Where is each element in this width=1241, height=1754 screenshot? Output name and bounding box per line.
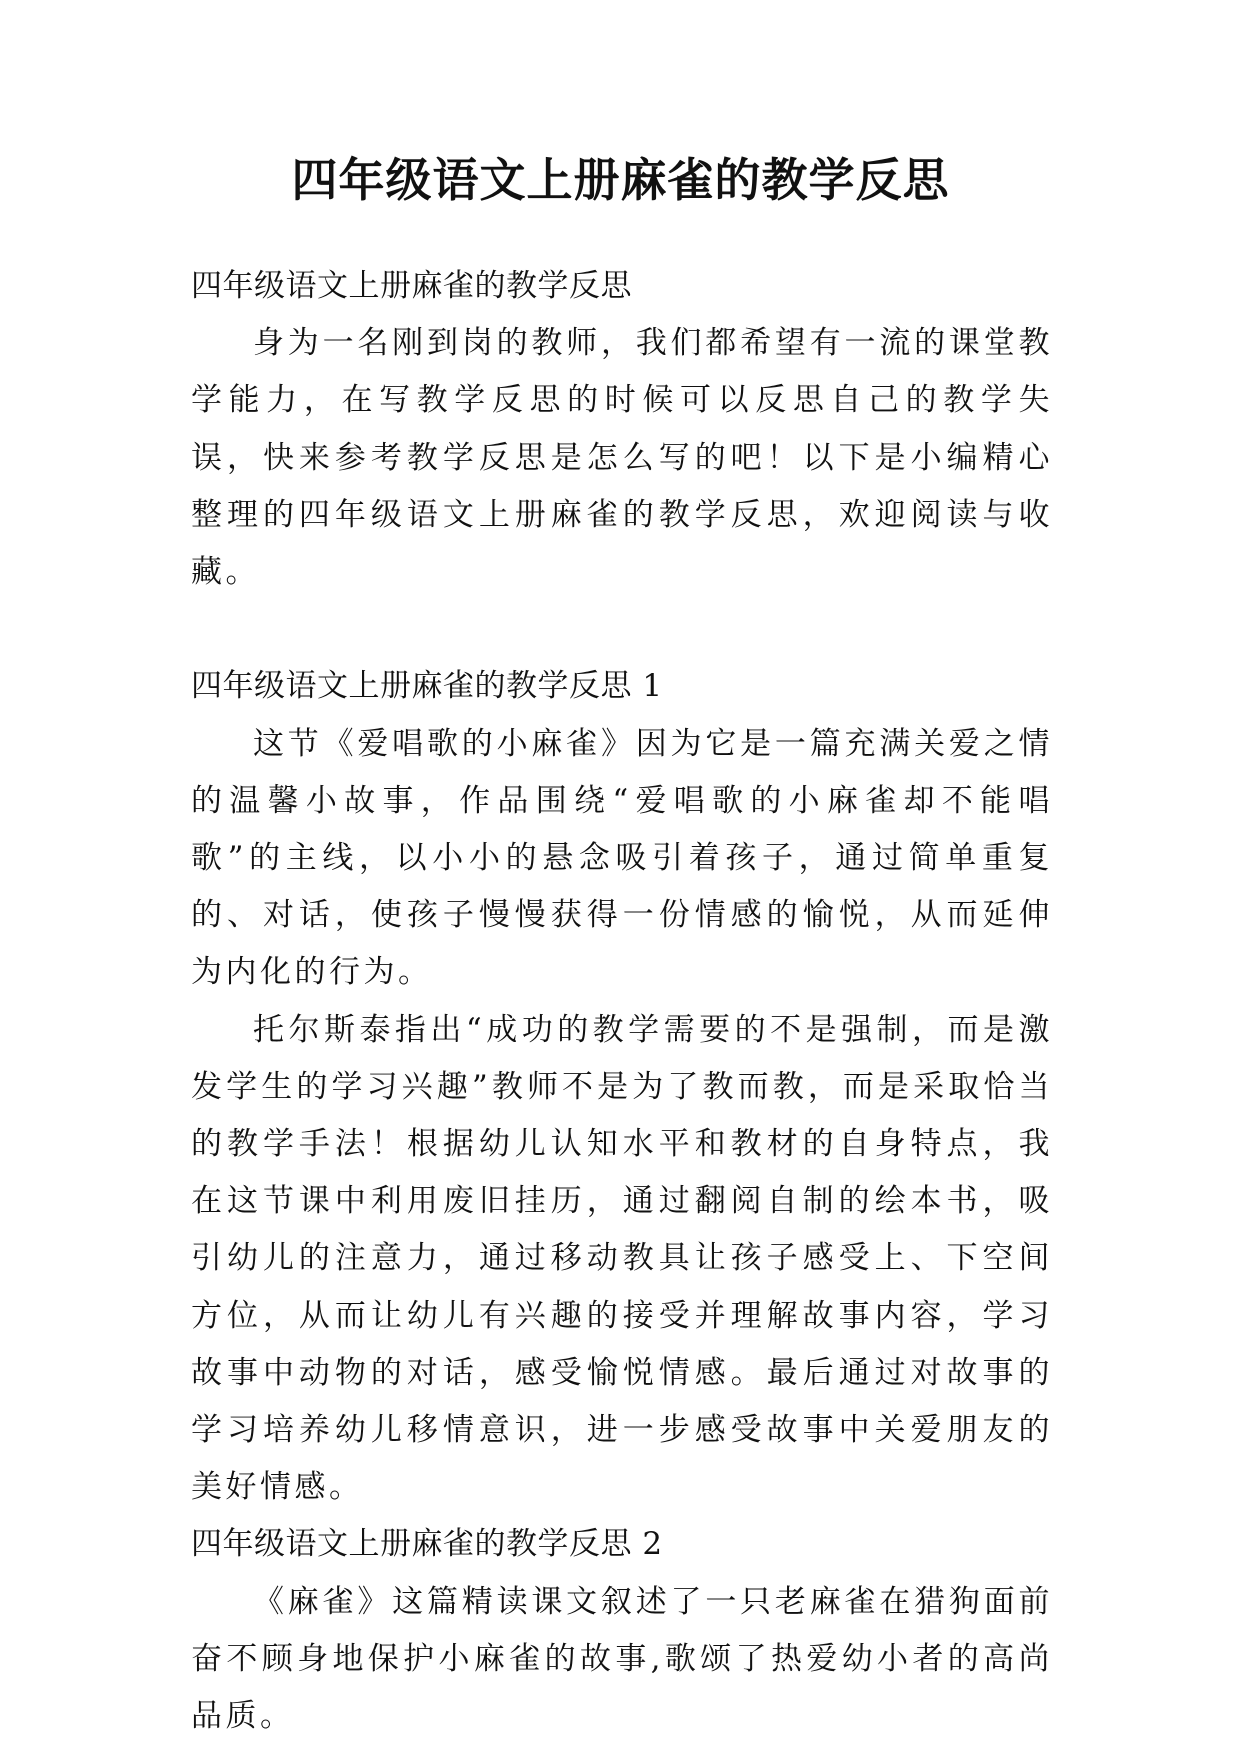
section-intro — [191, 258, 1053, 601]
section-heading: 四年级语文上册麻雀的教学反思 — [191, 268, 632, 304]
section-heading: 四年级语文上册麻雀的教学反思 1 — [191, 668, 663, 705]
section-heading: 四年级语文上册麻雀的教学反思 2 — [191, 1526, 663, 1563]
paragraph: 《麻雀》这篇精读课文叙述了一只老麻雀在猎狗面前奋不顾身地保护小麻雀的故事,歌颂了热爱幼小者的高尚品质。 — [191, 1583, 1053, 1735]
section-reflection-1 — [191, 658, 1053, 1516]
paragraph: 这节《爱唱歌的小麻雀》因为它是一篇充满关爱之情的温馨小故事，作品围绕“爱唱歌的小麻雀却不能唱歌”的主线，以小小的悬念吸引着孩子，通过简单重复的、对话，使孩子慢慢获得一份情感的愉悦，从而延伸为内化的行为。 — [191, 725, 1053, 991]
paragraph: 身为一名刚到岗的教师，我们都希望有一流的课堂教学能力，在写教学反思的时候可以反思自己的教学失误，快来参考教学反思是怎么写的吧！以下是小编精心整理的四年级语文上册麻雀的教学反思，欢迎阅读与收藏。 — [191, 325, 1053, 591]
section-reflection-2 — [191, 1516, 1053, 1745]
document-title: 四年级语文上册麻雀的教学反思 — [291, 153, 950, 207]
paragraph: 托尔斯泰指出“成功的教学需要的不是强制，而是激发学生的学习兴趣”教师不是为了教而教，而是采取恰当的教学手法！根据幼儿认知水平和教材的自身特点，我在这节课中利用废旧挂历，通过翻阅自制的绘本书，吸引幼儿的注意力，通过移动教具让孩子感受上、下空间方位，从而让幼儿有兴趣的接受并理解故事内容，学习故事中动物的对话，感受愉悦情感。最后通过对故事的学习培养幼儿移情意识，进一步感受故事中关爱朋友的美好情感。 — [191, 1011, 1053, 1506]
blank-line — [191, 601, 1053, 658]
document-body — [191, 258, 1053, 1745]
